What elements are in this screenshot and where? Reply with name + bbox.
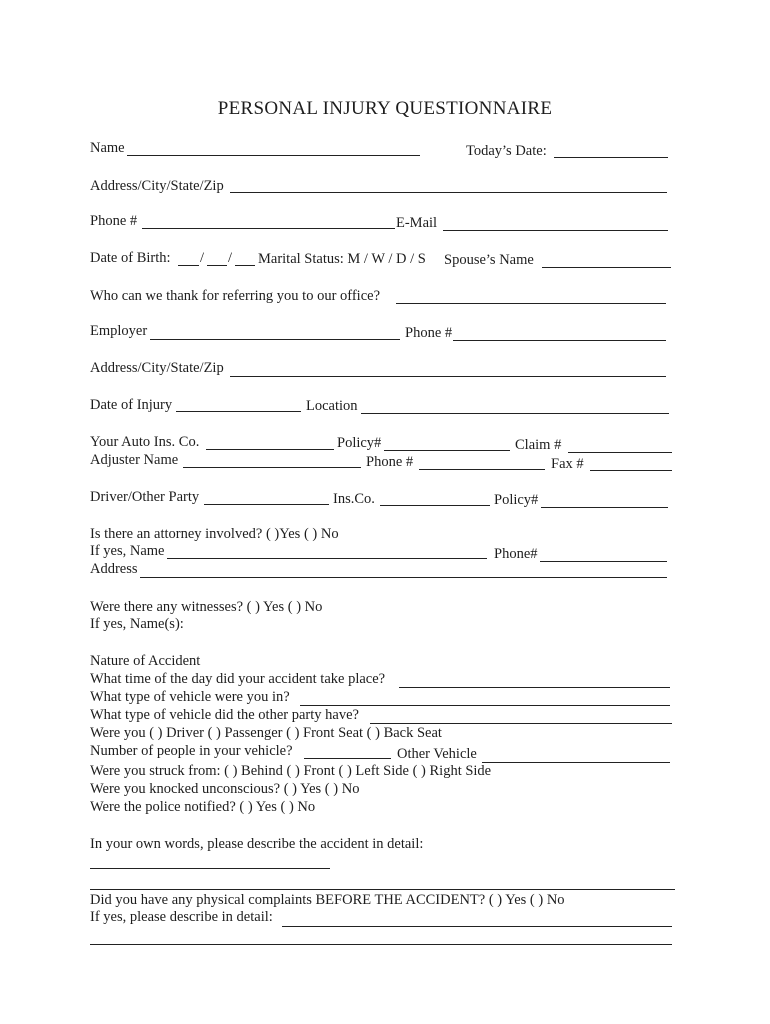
address-label: Address/City/State/Zip: [90, 178, 224, 194]
fax-field[interactable]: [590, 470, 672, 471]
claim-label: Claim #: [515, 437, 562, 453]
dob-slash-2: /: [228, 250, 233, 266]
describe-accident-line-2[interactable]: [90, 889, 675, 890]
people-in-vehicle-field[interactable]: [304, 758, 391, 759]
witnesses-names-label: If yes, Name(s):: [90, 616, 184, 632]
prior-complaints-detail-line-2[interactable]: [90, 944, 672, 945]
location-field[interactable]: [361, 413, 669, 414]
attorney-name-label: If yes, Name: [90, 543, 165, 559]
spouse-name-field[interactable]: [542, 267, 671, 268]
prior-complaints-detail-label: If yes, please describe in detail:: [90, 909, 273, 925]
employer-address-label: Address/City/State/Zip: [90, 360, 224, 376]
auto-insurance-label: Your Auto Ins. Co.: [90, 434, 200, 450]
page-title: PERSONAL INJURY QUESTIONNAIRE: [217, 98, 553, 119]
driver-other-party-field[interactable]: [204, 504, 329, 505]
adjuster-name-label: Adjuster Name: [90, 452, 179, 468]
phone-field[interactable]: [142, 228, 395, 229]
referral-label: Who can we thank for referring you to our office?: [90, 288, 381, 304]
attorney-name-field[interactable]: [167, 558, 487, 559]
prior-complaints-question: Did you have any physical complaints BEFORE THE ACCIDENT? ( ) Yes ( ) No: [90, 892, 565, 908]
policy-label: Policy#: [337, 435, 382, 451]
other-policy-label: Policy#: [494, 492, 539, 508]
dob-year-field[interactable]: [235, 265, 255, 266]
employer-label: Employer: [90, 323, 148, 339]
employer-phone-label: Phone #: [405, 325, 453, 341]
accident-time-question: What time of the day did your accident take place?: [90, 671, 386, 687]
unconscious-question: Were you knocked unconscious? ( ) Yes ( ) No: [90, 781, 360, 797]
nature-of-accident-heading: Nature of Accident: [90, 653, 201, 669]
driver-other-party-label: Driver/Other Party: [90, 489, 200, 505]
people-in-vehicle-question: Number of people in your vehicle?: [90, 743, 293, 759]
struck-from-question: Were you struck from: ( ) Behind ( ) Front ( ) Left Side ( ) Right Side: [90, 763, 492, 779]
employer-address-field[interactable]: [230, 376, 666, 377]
policy-field[interactable]: [384, 450, 510, 451]
describe-accident-label: In your own words, please describe the accident in detail:: [90, 836, 424, 852]
other-policy-field[interactable]: [541, 507, 668, 508]
name-label: Name: [90, 140, 125, 156]
date-of-injury-field[interactable]: [176, 411, 301, 412]
referral-field[interactable]: [396, 303, 666, 304]
phone-label: Phone #: [90, 213, 138, 229]
claim-field[interactable]: [568, 452, 672, 453]
adjuster-phone-label: Phone #: [366, 454, 414, 470]
dob-label: Date of Birth:: [90, 250, 171, 266]
other-ins-co-label: Ins.Co.: [333, 491, 375, 507]
todays-date-field[interactable]: [554, 157, 668, 158]
attorney-phone-field[interactable]: [540, 561, 667, 562]
other-vehicle-type-question: What type of vehicle did the other party have?: [90, 707, 359, 723]
employer-phone-field[interactable]: [453, 340, 666, 341]
police-notified-question: Were the police notified? ( ) Yes ( ) No: [90, 799, 316, 815]
vehicle-type-question: What type of vehicle were you in?: [90, 689, 290, 705]
describe-accident-line-1[interactable]: [90, 868, 330, 869]
other-vehicle-label: Other Vehicle: [397, 746, 477, 762]
accident-time-field[interactable]: [399, 687, 670, 688]
adjuster-name-field[interactable]: [183, 467, 361, 468]
dob-day-field[interactable]: [207, 265, 227, 266]
fax-label: Fax #: [551, 456, 584, 472]
attorney-address-label: Address: [90, 561, 138, 577]
email-field[interactable]: [443, 230, 668, 231]
spouse-name-label: Spouse’s Name: [444, 252, 534, 268]
address-field[interactable]: [230, 192, 667, 193]
other-vehicle-field[interactable]: [482, 762, 670, 763]
attorney-address-field[interactable]: [140, 577, 667, 578]
dob-month-field[interactable]: [178, 265, 199, 266]
seat-position-question: Were you ( ) Driver ( ) Passenger ( ) Front Seat ( ) Back Seat: [90, 725, 442, 741]
attorney-question: Is there an attorney involved? ( )Yes ( ) No: [90, 526, 339, 542]
other-ins-co-field[interactable]: [380, 505, 490, 506]
name-field[interactable]: [127, 155, 420, 156]
prior-complaints-detail-field[interactable]: [282, 926, 672, 927]
auto-insurance-field[interactable]: [206, 449, 334, 450]
dob-slash-1: /: [200, 250, 205, 266]
employer-field[interactable]: [150, 339, 400, 340]
location-label: Location: [306, 398, 358, 414]
attorney-phone-label: Phone#: [494, 546, 538, 562]
email-label: E-Mail: [396, 215, 438, 231]
adjuster-phone-field[interactable]: [419, 469, 545, 470]
marital-status-label: Marital Status: M / W / D / S: [258, 251, 426, 267]
witnesses-question: Were there any witnesses? ( ) Yes ( ) No: [90, 599, 323, 615]
date-of-injury-label: Date of Injury: [90, 397, 173, 413]
todays-date-label: Today’s Date:: [466, 143, 547, 159]
